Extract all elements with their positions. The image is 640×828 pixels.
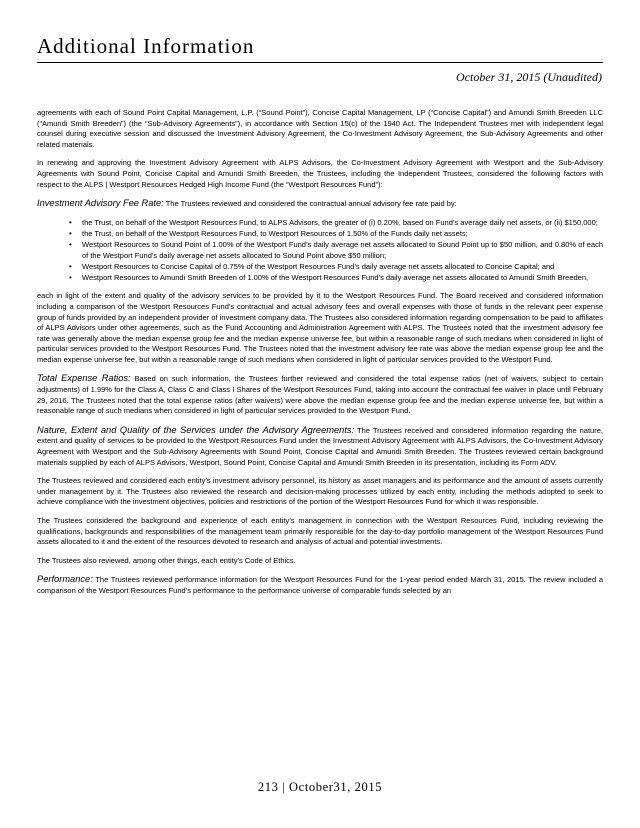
section-text-expense-ratios: Based on such information, the Trustees further reviewed and considered the total expense ratios (net of waivers, subject to certain adjustments) of 1.99% for the Class A, Class C and Class I Shares of the Westport Resources Fund, taking into account the contractual fee waiver in place until February 29, 2016. The Trustees noted that the total expense ratios (after waivers) were above the median expense group fee and the median expense universe fee, but within a reasonable range of such medians when considered in light of particular services provided to the Westport Fund. bbox=[37, 374, 603, 416]
paragraph-renewal-factors: In renewing and approving the Investment Advisory Agreement with ALPS Advisors, the Co-Investment Advisory Agreement with Westport and the Sub-Advisory Agreements with Sound Point, Concise Capital and Amundi Smith Breeden, the Trustees, including the Independent Trustees, considered the following factors with respect to the ALPS | Westport Resources Hedged High Income Fund (the “Westport Resources Fund”): bbox=[37, 158, 603, 189]
page-title: Additional Information bbox=[37, 34, 255, 58]
section-heading-nature-of-services: Nature, Extent and Quality of the Services under the Advisory Agreements: bbox=[37, 424, 355, 435]
list-item: • Westport Resources to Concise Capital of 0.75% of the Westport Resources Fund’s daily average net assets allocated to Concise Capital; and bbox=[69, 262, 603, 273]
title-divider bbox=[37, 62, 603, 63]
section-heading-performance: Performance: bbox=[37, 574, 93, 585]
section-text-fee-rate: The Trustees reviewed and considered the contractual annual advisory fee rate paid by: bbox=[163, 199, 457, 209]
list-item: • the Trust, on behalf of the Westport Resources Fund, to Westport Resources of 1.50% of the Funds daily net assets; bbox=[69, 229, 603, 240]
footer-date: October31, 2015 bbox=[289, 780, 383, 794]
page-footer bbox=[0, 780, 640, 795]
paragraph-personnel: The Trustees reviewed and considered each entity’s investment advisory personnel, its history as asset managers and its performance and the amount of assets currently under management by it. The Trustees also reviewed the research and decision-making processes utilized by each entity, including the methods adopted to seek to achieve compliance with the investment objectives, policies and restrictions of the portion of the Westport Resources Fund for which it was responsible. bbox=[37, 476, 603, 507]
paragraph-sub-advisory: agreements with each of Sound Point Capital Management, L.P. (“Sound Point”), Concise Capital Management, LP (“Concise Capital”) and Amundi Smith Breeden LLC (“Amundi Smith Breeden”) (the “Sub-Advisory Agreements”), in accordance with Section 15(c) of the 1940 Act. The Independent Trustees met with independent legal counsel during executive session and discussed the Investment Advisory Agreement, the Co-Investment Advisory Agreement, the Sub-Advisory Agreements and other related materials. bbox=[37, 108, 603, 149]
section-text-nature-of-services: The Trustees received and considered information regarding the nature, extent and quality of services to be provided to the Westport Resources Fund under the Investment Advisory Agreement with ALPS Advisors, the Co-Investment Advisory Agreement with Westport and the Sub-Advisory Agreements with Sound Point, Concise Capital and Amundi Smith Breeden. The Trustees reviewed certain background materials supplied by each of ALPS Advisors, Westport, Sound Point, Concise Capital and Amundi Smith Breeden in its presentation, including its Form ADV. bbox=[37, 425, 603, 467]
list-item: • Westport Resources to Amundi Smith Breeden of 1.00% of the Westport Resources Fund’s daily average net assets allocated to Amundi Smith Breeden, bbox=[69, 273, 603, 284]
footer-separator: | bbox=[278, 780, 290, 794]
paragraph-code-of-ethics: The Trustees also reviewed, among other things, each entity’s Code of Ethics. bbox=[37, 555, 296, 565]
list-item: • the Trust, on behalf of the Westport Resources Fund, to ALPS Advisors, the greater of (i) 0.20%, based on Fund’s average daily net assets, or (ii) $150,000; bbox=[69, 218, 603, 229]
section-nature-of-services bbox=[37, 425, 603, 468]
paragraph-fee-comparison: each in light of the extent and quality of the advisory services to be provided by it to the Westport Resources Fund. The Board received and considered information including a comparison of the Westport Resources Fund’s contractual and actual advisory fees and overall expenses with those of funds in the relevant peer expense group of funds provided by an independent provider of investment company data. The Trustees also considered information regarding compensation to be paid to affiliates of ALPS Advisors under other agreements, such as the Fund Accounting and Administration Agreement with ALPS. The Trustees noted that the investment advisory fee rate was generally above the median expense group fee and the median expense universe fee, but within a reasonable range of such medians when considered in light of particular services provided to the Westport Resources Fund. The Trustees noted that the investment advisory fee rate was above the median expense group fee and the median expense universe fee, but within a reasonable range of such medians when considered in light of particular services provided to the Westport Fund. bbox=[37, 291, 603, 364]
section-text-performance: The Trustees reviewed performance information for the Westport Resources Fund for the 1-year period ended March 31, 2015. The review included a comparison of the Westport Resources Fund’s performance to the performance universe of comparable funds selected by an bbox=[37, 575, 603, 595]
fee-rate-list bbox=[37, 218, 603, 284]
report-date: October 31, 2015 (Unaudited) bbox=[456, 70, 602, 84]
section-performance bbox=[37, 574, 603, 596]
section-heading-expense-ratios: Total Expense Ratios: bbox=[37, 373, 131, 384]
section-heading-fee-rate: Investment Advisory Fee Rate: bbox=[37, 198, 164, 209]
list-item: • Westport Resources to Sound Point of 1.00% of the Westport Fund’s daily average net assets allocated to Sound Point up to $50 million, and 0.80% of each of the Westport Fund’s daily average net assets allocated to Sound Point above $50 million; bbox=[69, 240, 603, 261]
document-body bbox=[37, 108, 603, 605]
section-advisory-fee-rate bbox=[37, 198, 603, 210]
section-total-expense-ratios bbox=[37, 373, 603, 416]
paragraph-management: The Trustees considered the background and experience of each entity’s management in connection with the Westport Resources Fund, including reviewing the qualifications, backgrounds and responsibilities of the management team primarily responsible for the day-to-day portfolio management of the Westport Resources Fund assets allocated to it and the extent of the resources devoted to research and analysis of actual and potential investments. bbox=[37, 516, 603, 547]
page-number: 213 bbox=[257, 780, 279, 794]
